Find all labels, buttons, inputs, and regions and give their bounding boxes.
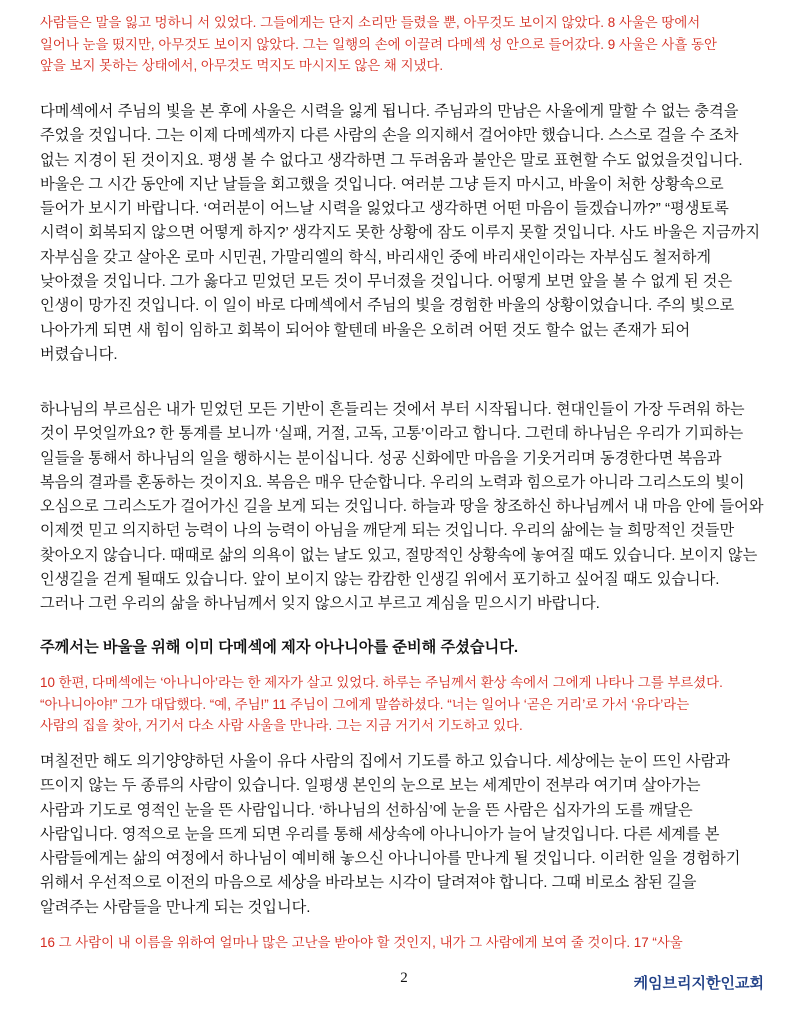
verse-line: 사람의 집을 찾아, 거기서 다소 사람 사울을 만나라. 그는 지금 거기서 기도하고 있다. — [40, 718, 523, 734]
page-number: 2 — [400, 970, 408, 986]
paragraph-paul-blindness — [40, 100, 768, 367]
text-line: 자부심을 갖고 살아온 로마 시민권, 가말리엘의 학식, 바리새인 중에 바리새인이라는 자부심도 철저하게 — [40, 248, 712, 266]
text-line: 인생이 망가진 것입니다. 이 일이 바로 다메섹에서 주님의 빛을 경험한 바울의 상황이었습니다. 주의 빛으로 — [40, 297, 735, 315]
verse-line: 10 한편, 다메섹에는 ‘아나니아’라는 한 제자가 살고 있었다. 하루는 주님께서 환상 속에서 그에게 나타나 그를 부르셨다. — [40, 675, 723, 690]
text-line: 사람들에게는 삶의 여정에서 하나님이 예비해 놓으신 아나니아를 만나게 될 것입니다. 이러한 일을 경험하기 — [40, 850, 741, 868]
text-line: 버렸습니다. — [40, 345, 118, 363]
verse-block-acts-9-16 — [40, 932, 768, 954]
text-line: 일들을 통해서 하나님의 일을 행하시는 분이십니다. 성공 신화에만 마음을 기웃거리며 동경한다면 복음과 — [40, 449, 722, 467]
text-line: 것이 무엇일까요? 한 통계를 보니까 ‘실패, 거절, 고독, 고통’이라고 합니다. 그런데 하나님은 우리가 기피하는 — [40, 425, 744, 443]
text-line: 알려주는 사람들을 만나게 되는 것입니다. — [40, 898, 311, 916]
verse-line: 앞을 보지 못하는 상태에서, 아무것도 먹지도 마시지도 않은 채 지냈다. — [40, 58, 444, 74]
text-line: 며칠전만 해도 의기양양하던 사울이 유다 사람의 집에서 기도를 하고 있습니다. 세상에는 눈이 뜨인 사람과 — [40, 753, 730, 770]
verse-line: 16 그 사람이 내 이름을 위하여 얼마나 많은 고난을 받아야 할 것인지, 내가 그 사람에게 보여 줄 것이다. 17 “사울 — [40, 935, 683, 950]
text-line: 그러나 그런 우리의 삶을 하나님께서 잊지 않으시고 부르고 계심을 믿으시기 바랍니다. — [40, 595, 600, 613]
verse-line: 사람들은 말을 잃고 멍하니 서 있었다. 그들에게는 단지 소리만 들렸을 뿐, 아무것도 보이지 않았다. 8 사울은 땅에서 — [40, 15, 701, 30]
text-line: 하나님의 부르심은 내가 믿었던 모든 기반이 흔들리는 것에서 부터 시작됩니다. 현대인들이 가장 두려워 하는 — [40, 401, 745, 418]
section-heading: 주께서는 바울을 위해 이미 다메섹에 제자 아나니아를 준비해 주셨습니다. — [40, 639, 519, 656]
text-line: 낮아졌을 것입니다. 그가 옳다고 믿었던 모든 것이 무너졌을 것입니다. 어떻게 보면 앞을 볼 수 없게 된 것은 — [40, 273, 733, 291]
text-line: 복음의 결과를 혼동하는 것이지요. 복음은 매우 단순합니다. 우리의 노력과 힘으로가 아니라 그리스도의 빛이 — [40, 473, 745, 491]
verse-line: “아나니아야!” 그가 대답했다. “예, 주님!” 11 주님이 그에게 말씀하셨다. “너는 일어나 ‘곧은 거리’로 가서 ‘유다’라는 — [40, 696, 690, 712]
text-line: 주었을 것입니다. 그는 이제 다메섹까지 다른 사람의 손을 의지해서 걸어야만 했습니다. 스스로 걸을 수 조차 — [40, 127, 739, 145]
text-line: 뜨이지 않는 두 종류의 사람이 있습니다. 일평생 본인의 눈으로 보는 세계만이 전부라 여기며 살아가는 — [40, 777, 701, 795]
verse-block-acts-9-7-9 — [40, 12, 768, 77]
text-line: 바울은 그 시간 동안에 지난 날들을 회고했을 것입니다. 여러분 그냥 듣지 마시고, 바울이 처한 상황속으로 — [40, 175, 724, 193]
verse-line: 일어나 눈을 떴지만, 아무것도 보이지 않았다. 그는 일행의 손에 이끌려 다메섹 성 안으로 들어갔다. 9 사울은 사흘 동안 — [40, 36, 717, 52]
text-line: 나아가게 되면 새 힘이 임하고 회복이 되어야 할텐데 바울은 오히려 어떤 것도 할수 없는 존재가 되어 — [40, 321, 691, 339]
paragraph-gods-calling — [40, 398, 768, 617]
text-line: 오심으로 그리스도가 걸어가신 길을 보게 되는 것입니다. 하늘과 땅을 창조하신 하나님께서 내 마음 안에 들어와 — [40, 498, 764, 516]
text-line: 이제껏 믿고 의지하던 능력이 나의 능력이 아님을 깨닫게 되는 것입니다. 우리의 삶에는 늘 희망적인 것들만 — [40, 522, 735, 540]
text-line: 위해서 우선적으로 이전의 마음으로 세상을 바라보는 시각이 달려져야 합니다. 그때 비로소 참된 길을 — [40, 874, 697, 892]
text-line: 찾아오지 않습니다. 때때로 삶의 의욕이 없는 날도 있고, 절망적인 상황속에 놓여질 때도 있습니다. 보이지 않는 — [40, 546, 758, 564]
verse-block-acts-9-10-11 — [40, 672, 768, 737]
text-line: 사람과 기도로 영적인 눈을 뜬 사람입니다. ‘하나님의 선하심’에 눈을 뜬 사람은 십자가의 도를 깨달은 — [40, 801, 693, 819]
text-line: 없는 지경이 된 것이지요. 평생 볼 수 없다고 생각하면 그 두려움과 불안은 말로 표현할 수도 없었을것입니다. — [40, 151, 743, 169]
paragraph-ananias — [40, 750, 768, 920]
text-line: 사람입니다. 영적으로 눈을 뜨게 되면 우리를 통해 세상속에 아나니아가 늘어 날것입니다. 다른 세계를 본 — [40, 825, 720, 843]
text-line: 들어가 보시기 바랍니다. ‘여러분이 어느날 시력을 잃었다고 생각하면 어떤 마음이 들겠습니까?” “평생토록 — [40, 200, 729, 218]
text-line: 다메섹에서 주님의 빛을 본 후에 사울은 시력을 잃게 됩니다. 주님과의 만남은 사울에게 말할 수 없는 충격을 — [40, 103, 739, 120]
church-name: 케임브리지한인교회 — [633, 975, 764, 992]
text-line: 인생길을 걷게 될때도 있습니다. 앞이 보이지 않는 캄캄한 인생길 위에서 포기하고 싶어질 때도 있습니다. — [40, 571, 720, 589]
text-line: 시력이 회복되지 않으면 어떻게 하지?’ 생각지도 못한 상황에 잠도 이루지 못할 것입니다. 사도 바울은 지금까지 — [40, 224, 761, 242]
